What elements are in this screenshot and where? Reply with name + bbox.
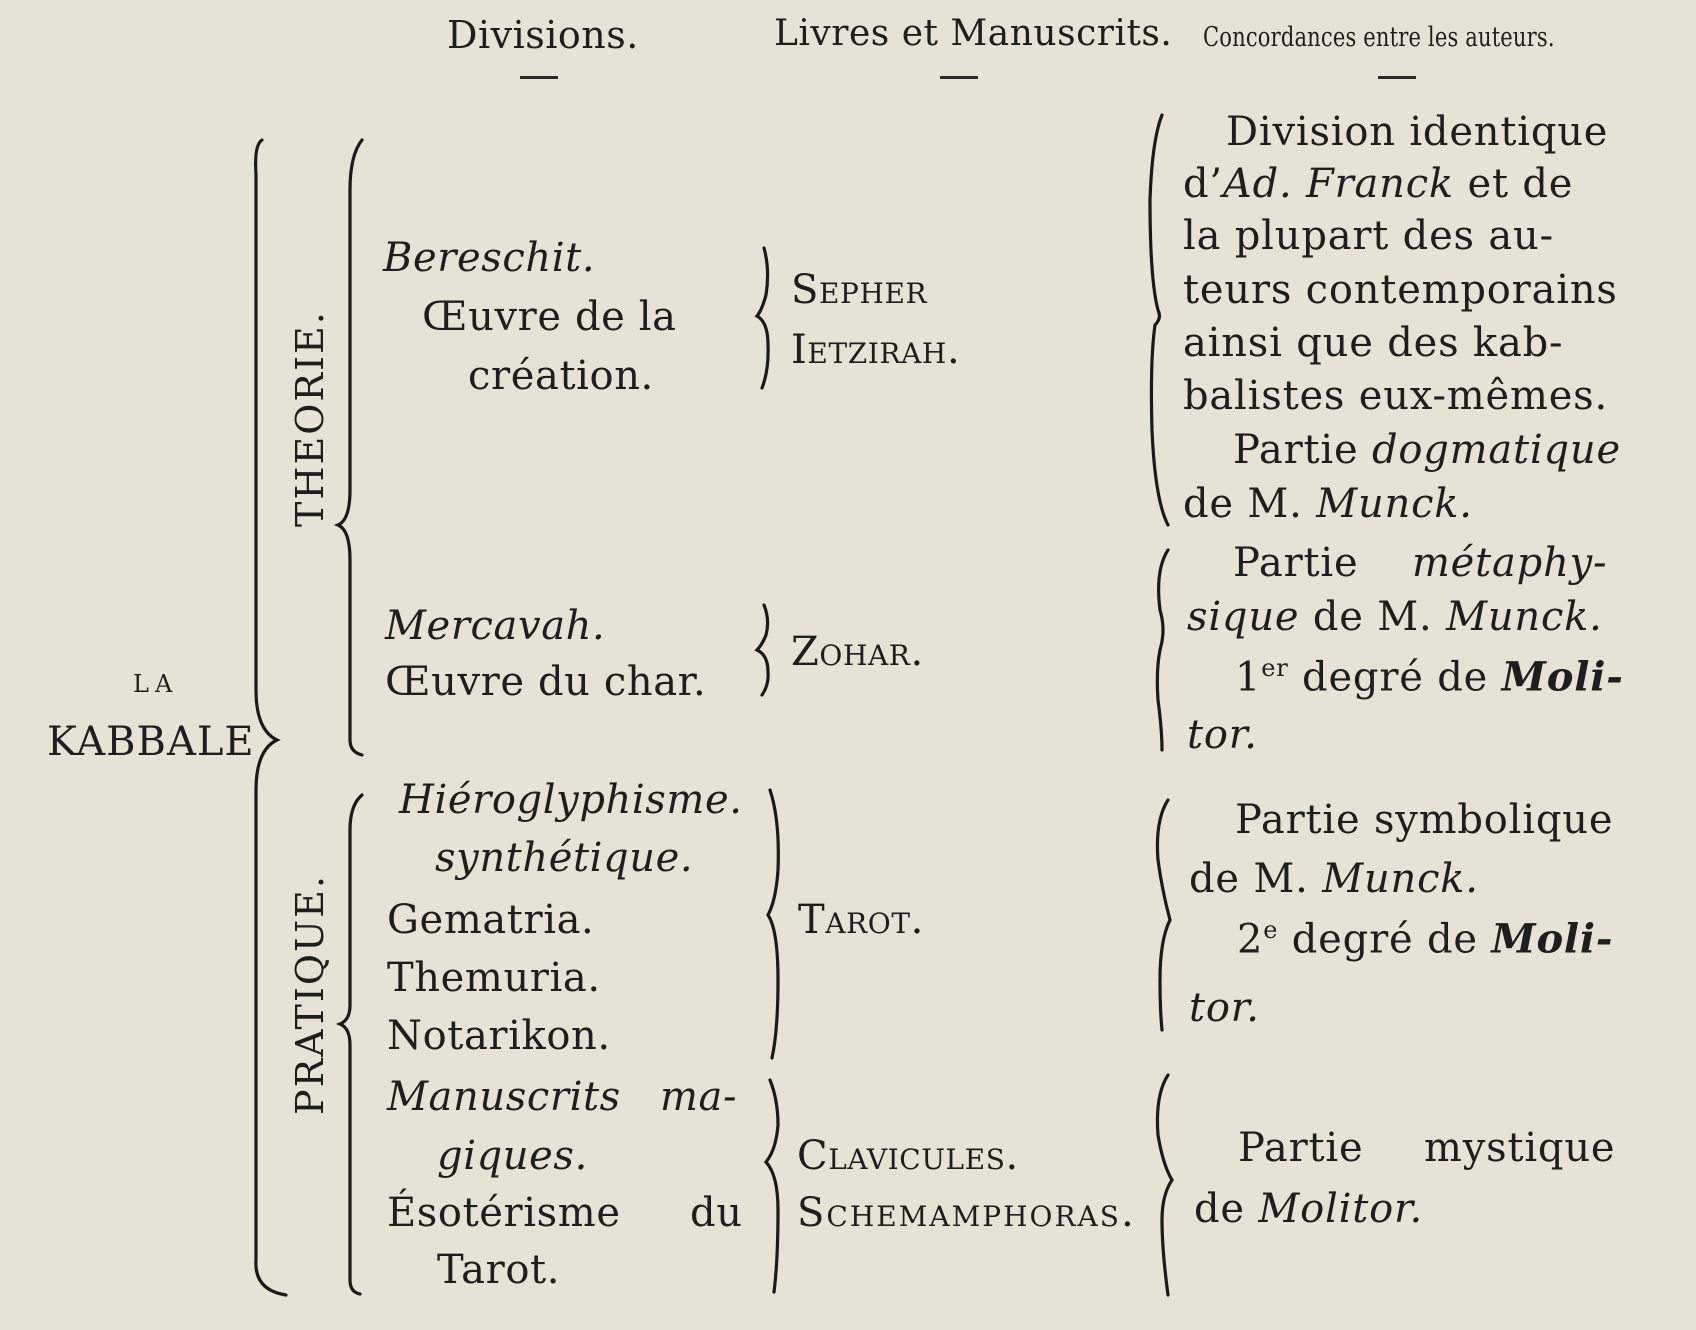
root-kabbale: KABBALE — [47, 719, 255, 765]
concordance-4-line-1b: mystique — [1424, 1125, 1616, 1171]
root-la: LA — [133, 670, 179, 698]
concordance-2-line-3: 1er degré de Moli- — [1235, 653, 1624, 701]
livre-clavicules: Clavicules. — [797, 1133, 1019, 1179]
header-concordances: Concordances entre les auteurs. — [1203, 22, 1555, 53]
concordance-1-line-7: Partie dogmatique — [1233, 427, 1621, 473]
division-mercavah-desc: Œuvre du char. — [385, 659, 707, 705]
concordance-1-line-6: balistes eux-mêmes. — [1183, 373, 1609, 419]
division-esoterisme-2: Tarot. — [437, 1247, 561, 1293]
concordance-1-line-8: de M. Munck. — [1183, 481, 1473, 527]
brace-concordance-2 — [1157, 550, 1168, 750]
concordance-1-line-2: d’Ad. Franck et de — [1183, 161, 1574, 207]
livre-sepher: Sepher — [791, 267, 928, 313]
division-themuria: Themuria. — [387, 955, 601, 1001]
header-divisions: Divisions. — [447, 13, 639, 57]
livre-tarot: Tarot. — [798, 897, 924, 943]
brace-concordance-4 — [1157, 1075, 1172, 1295]
division-notarikon: Notarikon. — [387, 1013, 611, 1059]
division-manuscrits-2: giques. — [437, 1133, 588, 1179]
branch-pratique: PRATIQUE. — [288, 874, 332, 1115]
division-bereschit-desc-1: Œuvre de la — [422, 294, 677, 340]
brace-clavicules — [766, 1080, 778, 1292]
brace-pratique — [340, 795, 362, 1294]
brace-sepher — [757, 248, 768, 388]
brace-zohar — [757, 605, 768, 695]
division-gematria: Gematria. — [387, 897, 595, 943]
concordance-2-line-2: sique de M. Munck. — [1187, 594, 1603, 640]
livre-zohar: Zohar. — [791, 629, 924, 675]
division-hieroglyphisme-2: synthétique. — [435, 835, 694, 881]
brace-theorie — [338, 140, 362, 755]
concordance-1-line-3: la plupart des au- — [1183, 213, 1554, 259]
concordance-1-line-5: ainsi que des kab- — [1183, 320, 1564, 366]
division-bereschit: Bereschit. — [383, 235, 596, 281]
division-manuscrits-1a: Manuscrits — [387, 1074, 621, 1120]
division-bereschit-desc-2: création. — [468, 353, 654, 399]
division-hieroglyphisme-1: Hiéroglyphisme. — [399, 777, 743, 823]
division-esoterisme-1a: Ésotérisme — [387, 1190, 621, 1236]
brace-tarot — [768, 790, 778, 1058]
division-esoterisme-1b: du — [690, 1190, 743, 1236]
division-manuscrits-1b: ma- — [660, 1074, 738, 1120]
concordance-3-line-4: tor. — [1189, 985, 1260, 1031]
concordance-1-line-1: Division identique — [1226, 109, 1609, 155]
concordance-2-line-4: tor. — [1187, 712, 1258, 758]
brace-concordance-3 — [1157, 800, 1170, 1030]
concordance-3-line-1: Partie symbolique — [1235, 797, 1614, 843]
brace-concordance-1 — [1150, 115, 1168, 525]
concordance-3-line-2: de M. Munck. — [1189, 856, 1479, 902]
concordance-2-line-1: Partie métaphy- — [1233, 540, 1608, 586]
header-livres: Livres et Manuscrits. — [774, 13, 1173, 54]
branch-theorie: THEORIE. — [288, 310, 332, 527]
division-mercavah: Mercavah. — [385, 603, 606, 649]
concordance-1-line-4: teurs contemporains — [1183, 267, 1618, 313]
concordance-4-line-1a: Partie — [1238, 1125, 1364, 1171]
brace-kabbale — [256, 140, 286, 1295]
concordance-3-line-3: 2e degré de Moli- — [1237, 915, 1614, 963]
livre-schemamphoras: Schemamphoras. — [797, 1190, 1136, 1236]
livre-ietzirah: Ietzirah. — [791, 327, 961, 373]
concordance-4-line-2: de Molitor. — [1194, 1186, 1424, 1232]
